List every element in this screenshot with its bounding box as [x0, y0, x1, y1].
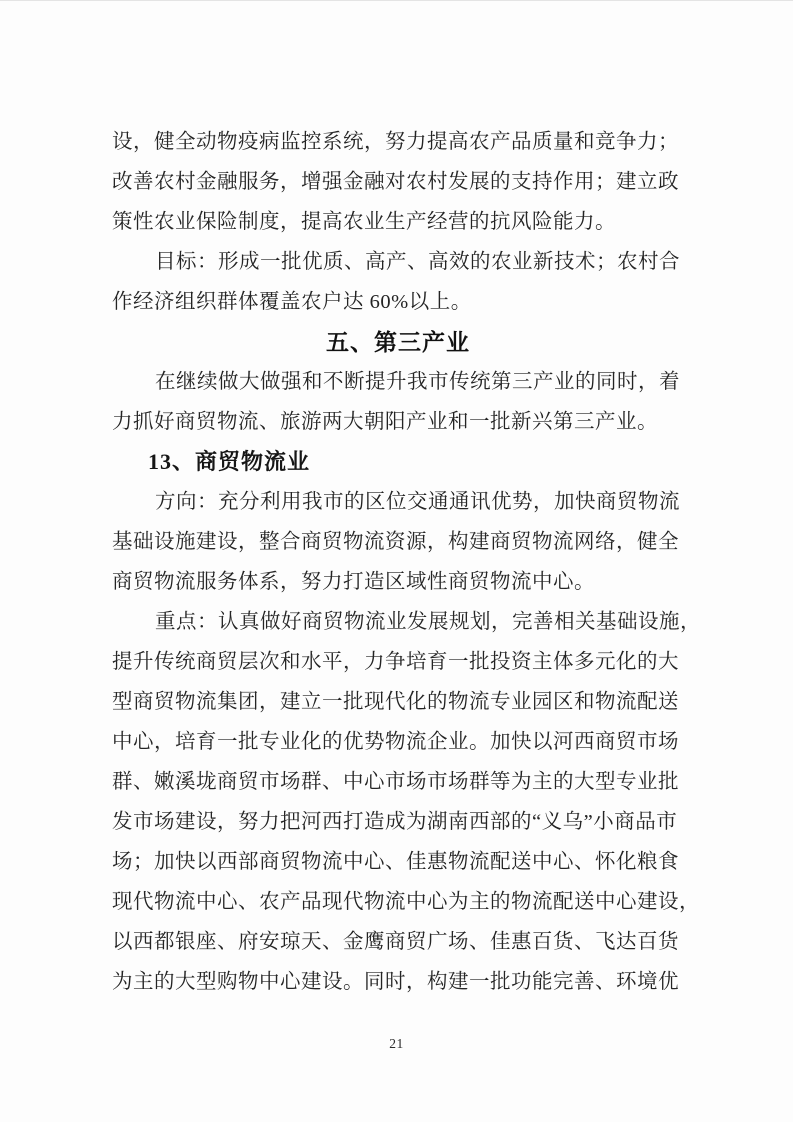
body-line: 中心，培育一批专业化的优势物流企业。加快以河西商贸市场 — [112, 731, 679, 753]
body-line: 目标：形成一批优质、高产、高效的农业新技术；农村合 — [155, 251, 680, 273]
body-line: 群、嫩溪垅商贸市场群、中心市场市场群等为主的大型专业批 — [112, 771, 679, 793]
body-line: 现代物流中心、农产品现代物流中心为主的物流配送中心建设， — [112, 891, 700, 913]
text-area — [112, 122, 701, 1002]
body-line: 发市场建设，努力把河西打造成为湖南西部的“义乌”小商品市 — [112, 811, 678, 833]
body-line: 基础设施建设，整合商贸物流资源，构建商贸物流网络，健全 — [112, 531, 679, 553]
body-line: 重点：认真做好商贸物流业发展规划，完善相关基础设施， — [155, 611, 701, 633]
body-line: 型商贸物流集团，建立一批现代化的物流专业园区和物流配送 — [112, 691, 679, 713]
body-line: 商贸物流服务体系，努力打造区域性商贸物流中心。 — [112, 571, 595, 593]
body-line: 改善农村金融服务，增强金融对农村发展的支持作用；建立政 — [112, 171, 679, 193]
body-line: 力抓好商贸物流、旅游两大朝阳产业和一批新兴第三产业。 — [112, 411, 658, 433]
body-line: 设，健全动物疫病监控系统，努力提高农产品质量和竞争力； — [112, 131, 679, 153]
body-line: 在继续做大做强和不断提升我市传统第三产业的同时，着 — [155, 371, 680, 393]
body-line: 为主的大型购物中心建设。同时，构建一批功能完善、环境优 — [112, 971, 679, 993]
body-line: 策性农业保险制度，提高农业生产经营的抗风险能力。 — [112, 211, 616, 233]
section-heading: 五、第三产业 — [326, 329, 470, 355]
body-line: 以西都银座、府安琼天、金鹰商贸广场、佳惠百货、飞达百货 — [112, 931, 679, 953]
body-line: 方向：充分利用我市的区位交通通讯优势，加快商贸物流 — [155, 491, 680, 513]
page-number: 21 — [389, 1036, 404, 1051]
sub-heading: 13、商贸物流业 — [148, 449, 311, 474]
body-line: 场；加快以西部商贸物流中心、佳惠物流配送中心、怀化粮食 — [112, 851, 679, 873]
body-line: 作经济组织群体覆盖农户达 60%以上。 — [112, 291, 472, 313]
body-line: 提升传统商贸层次和水平，力争培育一批投资主体多元化的大 — [112, 651, 679, 673]
